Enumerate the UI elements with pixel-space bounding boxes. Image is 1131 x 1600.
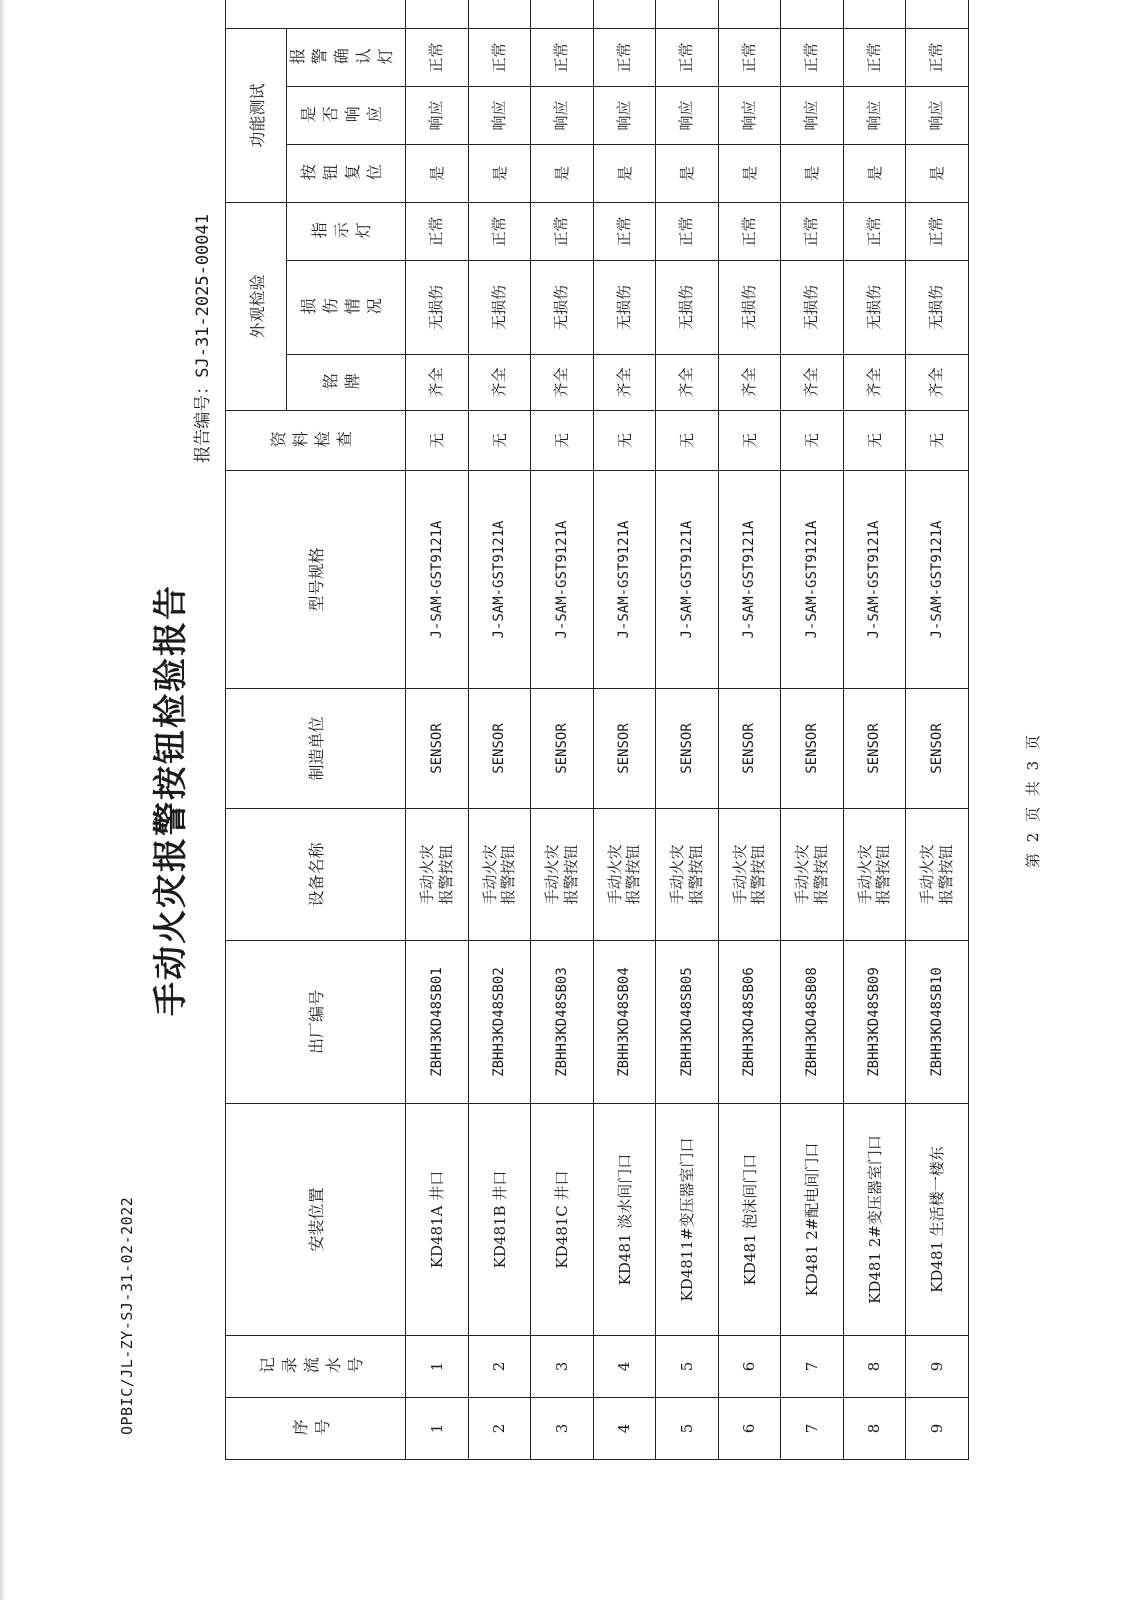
cell-doc-check: 无 xyxy=(906,411,969,471)
col-device-name: 设备名称 xyxy=(226,809,406,941)
cell-button-reset: 是 xyxy=(843,144,906,202)
cell-model: J-SAM-GST9121A xyxy=(468,471,531,689)
cell-factory-no: ZBHH3KD48SB06 xyxy=(718,941,781,1104)
cell-indicator: 正常 xyxy=(656,202,719,260)
cell-factory-no: ZBHH3KD48SB03 xyxy=(531,941,594,1104)
cell-response: 响应 xyxy=(718,86,781,144)
cell-doc-check: 无 xyxy=(531,411,594,471)
cell-damage: 无损伤 xyxy=(656,261,719,355)
cell-device-name: 手动火灾报警按钮 xyxy=(531,809,594,941)
col-group-appearance: 外观检验 xyxy=(226,202,287,410)
cell-record-no: 9 xyxy=(906,1336,969,1398)
cell-doc-check: 无 xyxy=(593,411,656,471)
cell-alarm-light: 正常 xyxy=(718,28,781,86)
cell-location: KD481 2#配电间门口 xyxy=(781,1104,844,1336)
col-group-function-test: 功能测试 xyxy=(226,28,287,202)
page-footer: 第 2 页 共 3 页 xyxy=(1024,732,1042,868)
header-row-1 xyxy=(226,0,287,1460)
cell-location: KD481A 井口 xyxy=(406,1104,469,1336)
cell-response: 响应 xyxy=(593,86,656,144)
cell-factory-no: ZBHH3KD48SB02 xyxy=(468,941,531,1104)
col-doc-check: 资料检查 xyxy=(226,411,406,471)
cell-doc-check: 无 xyxy=(718,411,781,471)
cell-device-name: 手动火灾报警按钮 xyxy=(656,809,719,941)
cell-conclusion xyxy=(468,0,531,28)
cell-device-name: 手动火灾报警按钮 xyxy=(718,809,781,941)
col-seq: 序号 xyxy=(226,1398,406,1460)
cell-alarm-light: 正常 xyxy=(531,28,594,86)
cell-record-no: 6 xyxy=(718,1336,781,1398)
cell-seq: 2 xyxy=(468,1398,531,1460)
cell-conclusion xyxy=(718,0,781,28)
cell-response: 响应 xyxy=(781,86,844,144)
cell-device-name: 手动火灾报警按钮 xyxy=(906,809,969,941)
table-row xyxy=(531,0,594,1460)
inspection-table xyxy=(225,0,969,1460)
report-title: 手动火灾报警按钮检验报告 xyxy=(151,584,191,1016)
col-response: 是否响应 xyxy=(287,86,406,144)
cell-manufacturer: SENSOR xyxy=(656,689,719,809)
cell-seq: 3 xyxy=(531,1398,594,1460)
cell-factory-no: ZBHH3KD48SB04 xyxy=(593,941,656,1104)
cell-response: 响应 xyxy=(906,86,969,144)
cell-alarm-light: 正常 xyxy=(656,28,719,86)
cell-indicator: 正常 xyxy=(906,202,969,260)
cell-indicator: 正常 xyxy=(781,202,844,260)
report-number-value: SJ-31-2025-00041 xyxy=(193,214,213,378)
cell-location: KD481 生活楼一楼东 xyxy=(906,1104,969,1336)
cell-manufacturer: SENSOR xyxy=(406,689,469,809)
col-manufacturer: 制造单位 xyxy=(226,689,406,809)
cell-button-reset: 是 xyxy=(656,144,719,202)
table-row xyxy=(906,0,969,1460)
cell-button-reset: 是 xyxy=(781,144,844,202)
cell-conclusion xyxy=(656,0,719,28)
cell-seq: 4 xyxy=(593,1398,656,1460)
cell-indicator: 正常 xyxy=(531,202,594,260)
cell-doc-check: 无 xyxy=(406,411,469,471)
cell-record-no: 4 xyxy=(593,1336,656,1398)
cell-alarm-light: 正常 xyxy=(906,28,969,86)
cell-model: J-SAM-GST9121A xyxy=(781,471,844,689)
cell-manufacturer: SENSOR xyxy=(718,689,781,809)
report-number xyxy=(188,214,213,463)
cell-model: J-SAM-GST9121A xyxy=(531,471,594,689)
cell-model: J-SAM-GST9121A xyxy=(843,471,906,689)
cell-record-no: 5 xyxy=(656,1336,719,1398)
cell-record-no: 7 xyxy=(781,1336,844,1398)
cell-indicator: 正常 xyxy=(843,202,906,260)
cell-indicator: 正常 xyxy=(593,202,656,260)
cell-nameplate: 齐全 xyxy=(531,355,594,411)
col-button-reset: 按钮复位 xyxy=(287,144,406,202)
cell-nameplate: 齐全 xyxy=(781,355,844,411)
cell-nameplate: 齐全 xyxy=(656,355,719,411)
col-model: 型号规格 xyxy=(226,471,406,689)
table-row xyxy=(406,0,469,1460)
cell-manufacturer: SENSOR xyxy=(906,689,969,809)
cell-nameplate: 齐全 xyxy=(593,355,656,411)
cell-button-reset: 是 xyxy=(468,144,531,202)
cell-location: KD481C 井口 xyxy=(531,1104,594,1336)
cell-indicator: 正常 xyxy=(718,202,781,260)
cell-conclusion xyxy=(406,0,469,28)
cell-manufacturer: SENSOR xyxy=(781,689,844,809)
cell-response: 响应 xyxy=(406,86,469,144)
cell-doc-check: 无 xyxy=(843,411,906,471)
table-row xyxy=(843,0,906,1460)
cell-model: J-SAM-GST9121A xyxy=(593,471,656,689)
cell-factory-no: ZBHH3KD48SB09 xyxy=(843,941,906,1104)
cell-device-name: 手动火灾报警按钮 xyxy=(593,809,656,941)
table-row xyxy=(718,0,781,1460)
cell-damage: 无损伤 xyxy=(781,261,844,355)
cell-factory-no: ZBHH3KD48SB08 xyxy=(781,941,844,1104)
col-location: 安装位置 xyxy=(226,1104,406,1336)
cell-location: KD481 淡水间门口 xyxy=(593,1104,656,1336)
table-row xyxy=(781,0,844,1460)
cell-damage: 无损伤 xyxy=(406,261,469,355)
cell-record-no: 1 xyxy=(406,1336,469,1398)
cell-seq: 8 xyxy=(843,1398,906,1460)
cell-factory-no: ZBHH3KD48SB05 xyxy=(656,941,719,1104)
cell-nameplate: 齐全 xyxy=(906,355,969,411)
cell-damage: 无损伤 xyxy=(468,261,531,355)
table-row xyxy=(593,0,656,1460)
cell-record-no: 3 xyxy=(531,1336,594,1398)
cell-button-reset: 是 xyxy=(593,144,656,202)
cell-response: 响应 xyxy=(531,86,594,144)
cell-button-reset: 是 xyxy=(718,144,781,202)
cell-manufacturer: SENSOR xyxy=(593,689,656,809)
col-record-no: 记录流水号 xyxy=(226,1336,406,1398)
cell-conclusion xyxy=(781,0,844,28)
cell-response: 响应 xyxy=(468,86,531,144)
cell-device-name: 手动火灾报警按钮 xyxy=(468,809,531,941)
col-factory-no: 出厂编号 xyxy=(226,941,406,1104)
cell-model: J-SAM-GST9121A xyxy=(906,471,969,689)
cell-conclusion xyxy=(593,0,656,28)
cell-doc-check: 无 xyxy=(781,411,844,471)
cell-seq: 9 xyxy=(906,1398,969,1460)
cell-doc-check: 无 xyxy=(656,411,719,471)
cell-damage: 无损伤 xyxy=(593,261,656,355)
cell-alarm-light: 正常 xyxy=(468,28,531,86)
cell-model: J-SAM-GST9121A xyxy=(656,471,719,689)
cell-location: KD481 泡沫间门口 xyxy=(718,1104,781,1336)
cell-indicator: 正常 xyxy=(406,202,469,260)
cell-button-reset: 是 xyxy=(906,144,969,202)
cell-location: KD481B 井口 xyxy=(468,1104,531,1336)
col-indicator: 指示灯 xyxy=(287,202,406,260)
cell-alarm-light: 正常 xyxy=(593,28,656,86)
cell-button-reset: 是 xyxy=(406,144,469,202)
cell-location: KD481 2#变压器室门口 xyxy=(843,1104,906,1336)
form-code: OPBIC/JL-ZY-SJ-31-02-2022 xyxy=(118,1196,136,1435)
cell-seq: 6 xyxy=(718,1398,781,1460)
cell-manufacturer: SENSOR xyxy=(531,689,594,809)
cell-model: J-SAM-GST9121A xyxy=(718,471,781,689)
cell-response: 响应 xyxy=(843,86,906,144)
cell-location: KD4811#变压器室门口 xyxy=(656,1104,719,1336)
cell-seq: 5 xyxy=(656,1398,719,1460)
cell-indicator: 正常 xyxy=(468,202,531,260)
cell-nameplate: 齐全 xyxy=(468,355,531,411)
cell-nameplate: 齐全 xyxy=(718,355,781,411)
cell-manufacturer: SENSOR xyxy=(468,689,531,809)
cell-nameplate: 齐全 xyxy=(406,355,469,411)
table-row xyxy=(656,0,719,1460)
cell-device-name: 手动火灾报警按钮 xyxy=(406,809,469,941)
cell-factory-no: ZBHH3KD48SB01 xyxy=(406,941,469,1104)
cell-damage: 无损伤 xyxy=(906,261,969,355)
cell-damage: 无损伤 xyxy=(718,261,781,355)
cell-alarm-light: 正常 xyxy=(843,28,906,86)
cell-record-no: 2 xyxy=(468,1336,531,1398)
cell-damage: 无损伤 xyxy=(531,261,594,355)
col-conclusion xyxy=(226,0,406,28)
cell-nameplate: 齐全 xyxy=(843,355,906,411)
table-row xyxy=(468,0,531,1460)
col-alarm-light: 报警确认灯 xyxy=(287,28,406,86)
cell-alarm-light: 正常 xyxy=(406,28,469,86)
cell-factory-no: ZBHH3KD48SB10 xyxy=(906,941,969,1104)
cell-seq: 7 xyxy=(781,1398,844,1460)
cell-conclusion xyxy=(843,0,906,28)
cell-button-reset: 是 xyxy=(531,144,594,202)
cell-record-no: 8 xyxy=(843,1336,906,1398)
cell-device-name: 手动火灾报警按钮 xyxy=(843,809,906,941)
col-nameplate: 铭牌 xyxy=(287,355,406,411)
cell-device-name: 手动火灾报警按钮 xyxy=(781,809,844,941)
col-damage: 损伤情况 xyxy=(287,261,406,355)
report-number-label: 报告编号： xyxy=(193,377,213,463)
cell-alarm-light: 正常 xyxy=(781,28,844,86)
cell-doc-check: 无 xyxy=(468,411,531,471)
cell-manufacturer: SENSOR xyxy=(843,689,906,809)
cell-model: J-SAM-GST9121A xyxy=(406,471,469,689)
cell-response: 响应 xyxy=(656,86,719,144)
cell-conclusion xyxy=(531,0,594,28)
cell-seq: 1 xyxy=(406,1398,469,1460)
cell-damage: 无损伤 xyxy=(843,261,906,355)
cell-conclusion xyxy=(906,0,969,28)
